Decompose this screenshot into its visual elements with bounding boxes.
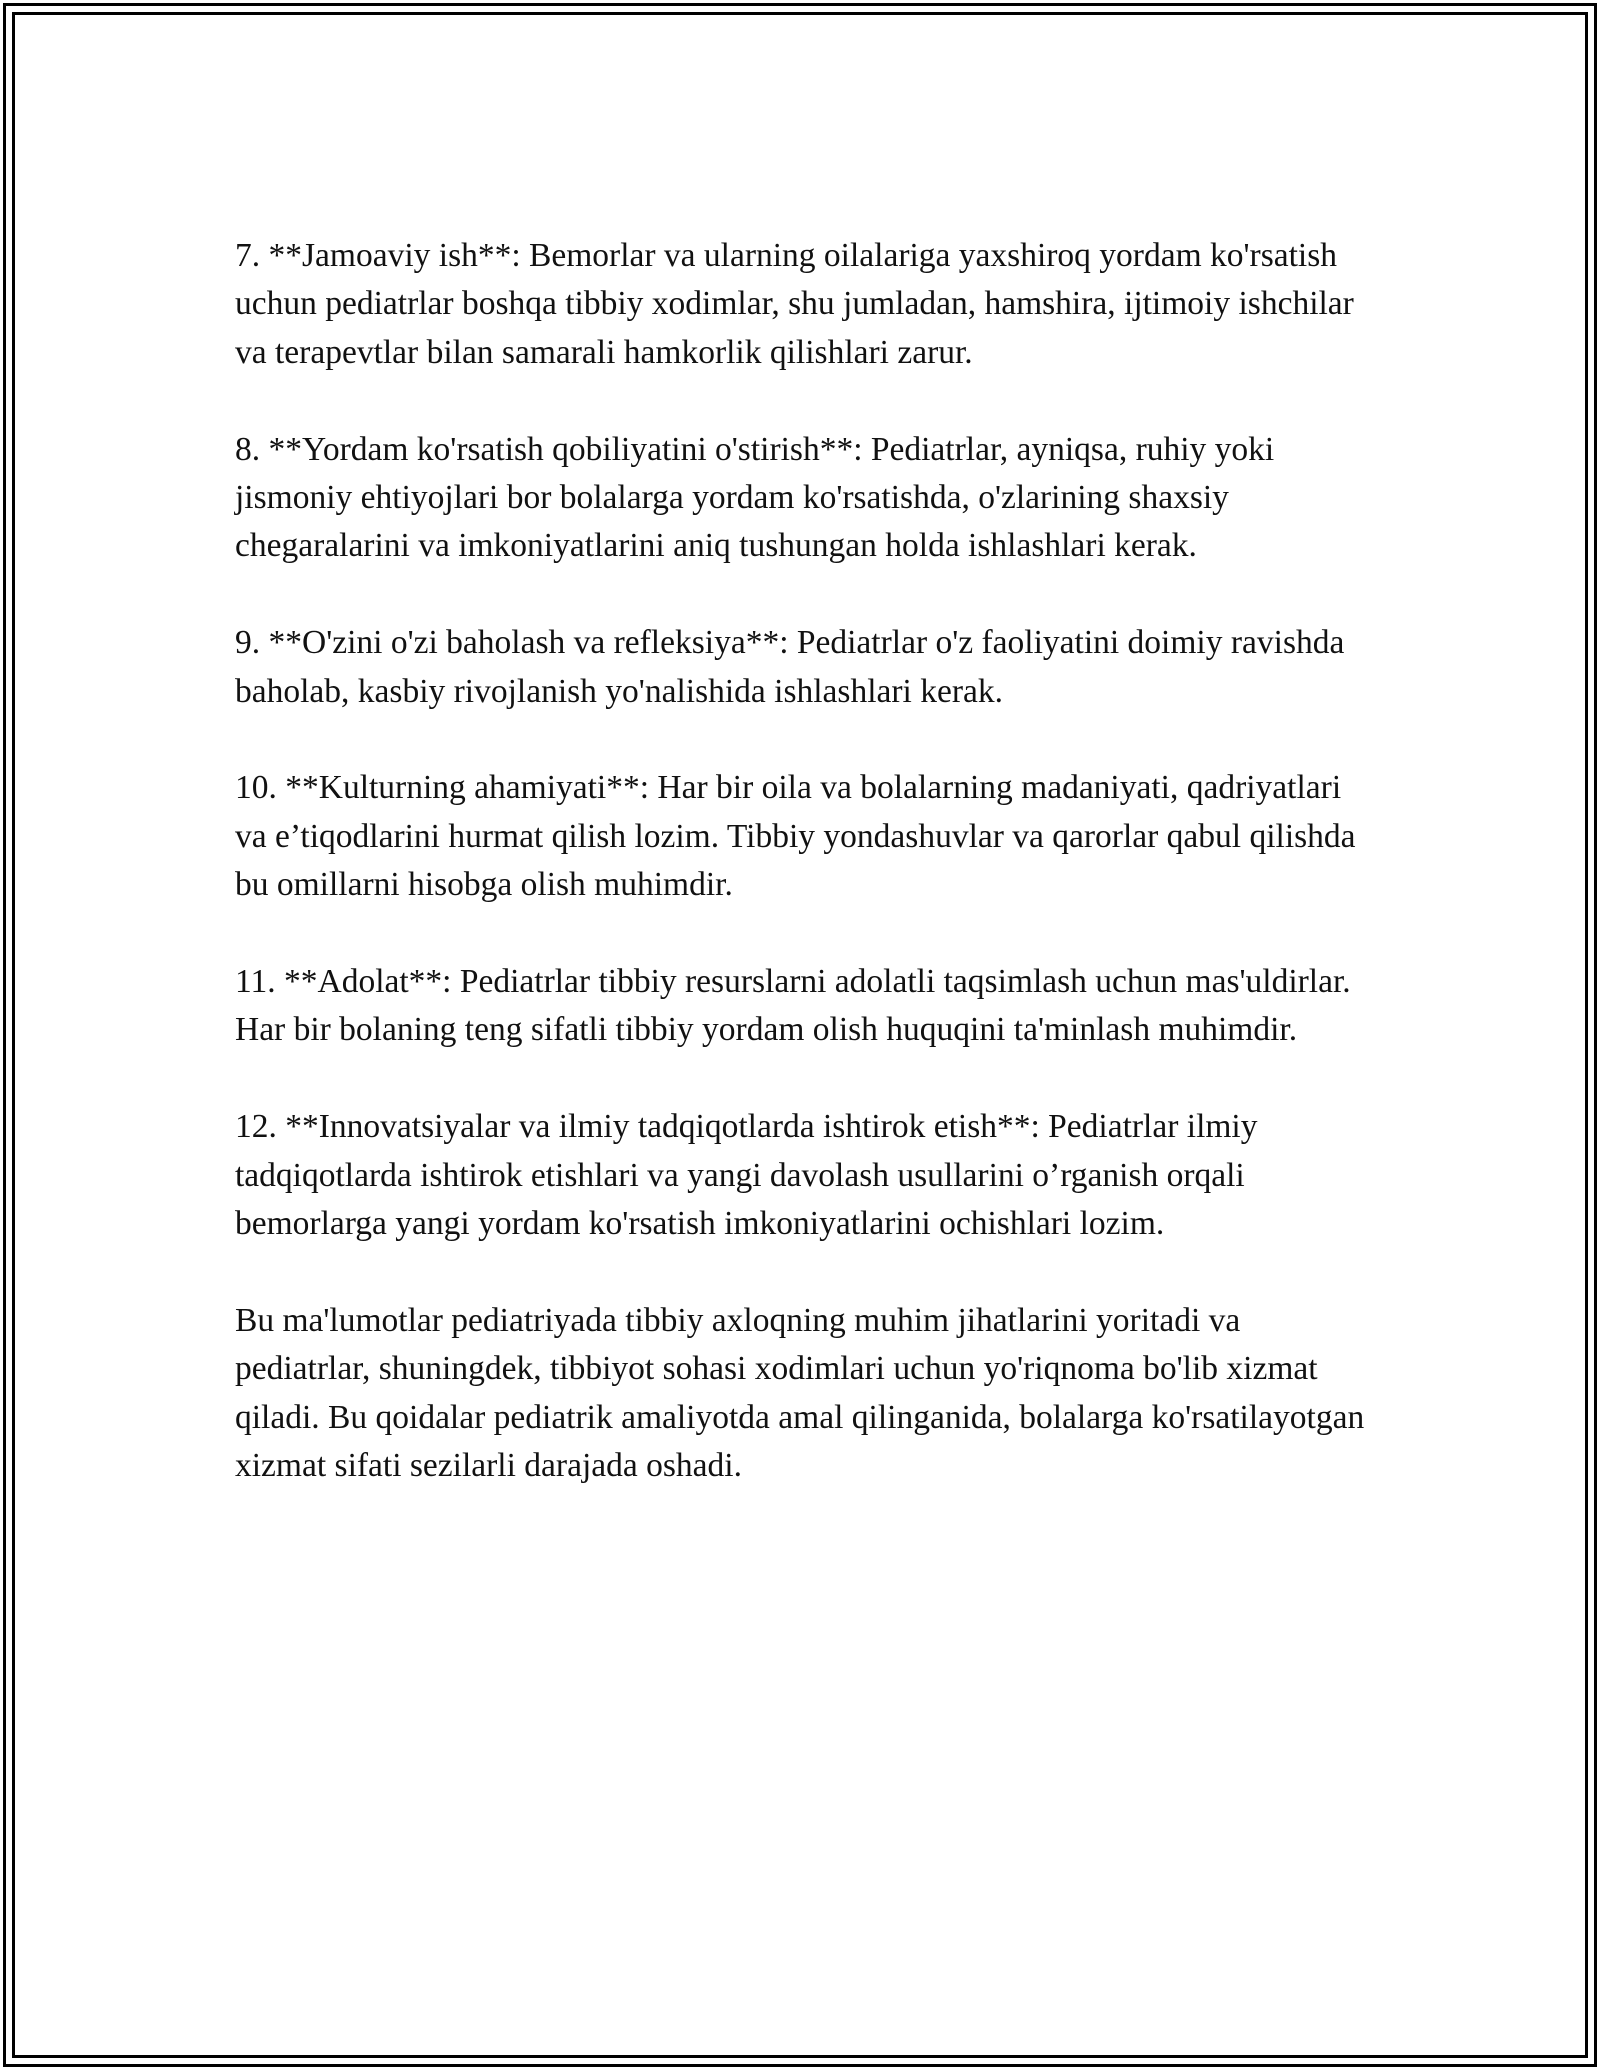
paragraph-item-10: 10. **Kulturning ahamiyati**: Har bir oila va bolalarning madaniyati, qadriyatlari va e’tiqodlarini hurmat qilish lozim. Tibbiy yondashuvlar va qarorlar qabul qilishda bu omillarni hisobga olish muhimdir. bbox=[235, 769, 1356, 904]
paragraph-item-11: 11. **Adolat**: Pediatrlar tibbiy resurslarni adolatli taqsimlash uchun mas'uldirlar. Har bir bolaning teng sifatli tibbiy yordam olish huquqini ta'minlash muhimdir. bbox=[235, 963, 1351, 1049]
paragraph-item-9: 9. **O'zini o'zi baholash va refleksiya**: Pediatrlar o'z faoliyatini doimiy ravishda baholab, kasbiy rivojlanish yo'nalishida ishlashlari kerak. bbox=[235, 624, 1345, 710]
paragraph-item-7: 7. **Jamoaviy ish**: Bemorlar va ularning oilalariga yaxshiroq yordam ko'rsatish uchun pediatrlar boshqa tibbiy xodimlar, shu jumladan, hamshira, ijtimoiy ishchilar va terapevtlar bilan samarali hamkorlik qilishlari zarur. bbox=[235, 237, 1354, 371]
paragraph-item-12: 12. **Innovatsiyalar va ilmiy tadqiqotlarda ishtirok etish**: Pediatrlar ilmiy tadqiqotlarda ishtirok etishlari va yangi davolash usullarini o’rganish orqali bemorlarga yangi yordam ko'rsatish imkoniyatlarini ochishlari lozim. bbox=[235, 1108, 1258, 1243]
document-body bbox=[235, 232, 1375, 1539]
paragraph-item-8: 8. **Yordam ko'rsatish qobiliyatini o'stirish**: Pediatrlar, ayniqsa, ruhiy yoki jismoniy ehtiyojlari bor bolalarga yordam ko'rsatishda, o'zlarining shaxsiy chegaralarini va imkoniyatlarini aniq tushungan holda ishlashlari kerak. bbox=[235, 430, 1275, 565]
paragraph-conclusion: Bu ma'lumotlar pediatriyada tibbiy axloqning muhim jihatlarini yoritadi va pediatrlar, shuningdek, tibbiyot sohasi xodimlari uchun yo'riqnoma bo'lib xizmat qiladi. Bu qoidalar pediatrik amaliyotda amal qilinganida, bolalarga ko'rsatilayotgan xizmat sifati sezilarli darajada oshadi. bbox=[235, 1301, 1365, 1485]
